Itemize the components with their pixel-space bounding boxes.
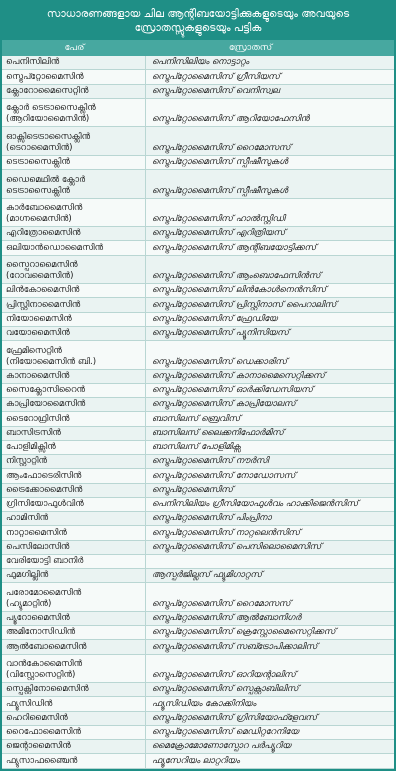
antibiotic-source: സ്ട്രെപ്റ്റോമൈസിസ് മെഡിറ്ററേനിയേ: [152, 727, 299, 738]
antibiotic-name: ലിൻകോമൈസിൻ: [6, 285, 80, 296]
table-row: [2, 541, 394, 555]
antibiotic-source: സ്ട്രെപ്റ്റോമൈസിസ് ലിൻകോൾനെൻസിസ്: [152, 285, 327, 296]
antibiotic-source: സ്ട്രെപ്റ്റോമൈസിസ് എറിത്രിയസ്: [152, 228, 286, 239]
table-row: [2, 455, 394, 469]
column-header-source: സ്രോതസ്: [228, 43, 273, 53]
antibiotic-source: സ്ട്രെപ്റ്റോമൈസിസ് ഓർക്കിഡേസിയസ്: [152, 385, 313, 396]
antibiotic-name: ഹാമിസിൻ: [6, 513, 49, 524]
table-row: [2, 227, 394, 241]
table-row: [2, 170, 394, 199]
antibiotic-name: പെനിസിലിൻ: [6, 57, 60, 68]
antibiotic-source: സ്ട്രെപ്റ്റോമൈസിസ് സ്പീഷീസുകൾ: [152, 157, 288, 168]
antibiotic-name: വയോമൈസിൻ: [6, 328, 70, 339]
antibiotic-name: എറിത്രോമൈസിൻ: [6, 228, 81, 239]
antibiotic-source: സ്ട്രെപ്റ്റോമൈസിസ് നോഡോസസ്: [152, 470, 296, 481]
table-row: [2, 341, 394, 370]
antibiotic-name: കാർബോമൈസിൻ (മാഗ്നമൈസിൻ): [6, 203, 83, 225]
antibiotic-source: സ്ട്രെപ്റ്റോമൈസിസ് സ്പീഷീസുകൾ: [152, 185, 288, 196]
table-title-line1: സാധാരണങ്ങളായ ചില ആന്റിബയോട്ടിക്കുകളുടെയും അവയുടെ: [46, 8, 350, 20]
antibiotic-name: ഓക്സിടെട്രാസൈക്ലിൻ (ടെറാമൈസിൻ): [6, 131, 91, 153]
antibiotic-source: സ്ട്രെപ്റ്റോമൈസിസ് റൈമോസസ്: [152, 598, 291, 609]
antibiotic-name: ക്ലോർ ടെട്രാസൈക്ലിൻ (ആറിയോമൈസിൻ): [6, 103, 96, 125]
table-row: [2, 655, 394, 684]
table-row: [2, 526, 394, 540]
antibiotic-source: സ്ട്രെപ്റ്റോമൈസിസ് പ്യൂനിസിയസ്: [152, 328, 289, 339]
antibiotic-name: പ്രിസ്റ്റിനാമൈസിൻ: [6, 299, 81, 310]
table-row: [2, 441, 394, 455]
antibiotic-name: നിയോമൈസിൻ: [6, 313, 72, 324]
antibiotic-name: ക്ലോറോമൈസെറ്റിൻ: [6, 85, 89, 96]
antibiotic-source: ഫ്യൂസിഡിയം കോക്കിനിയം: [152, 698, 257, 709]
antibiotic-source: സ്ട്രെപ്റ്റോമൈസിസ് വെനിസ്വല: [152, 85, 280, 96]
table-row: [2, 313, 394, 327]
antibiotic-name: ഗ്രിസിയോഫുൾവിൻ: [6, 499, 84, 510]
antibiotic-source: സ്ട്രെപ്റ്റോമൈസിസ് പ്രിസ്റ്റിനാസ് പൈറാലിസ്: [152, 299, 337, 310]
antibiotic-source: സ്ട്രെപ്റ്റോമൈസിസ് ഫ്രേഡിയേ: [152, 313, 278, 324]
table-row: [2, 726, 394, 740]
antibiotic-name: പോളിമിക്സിൻ: [6, 442, 56, 453]
table-title-line2: സ്രോതസ്സുകളുടെയും പട്ടിക: [134, 22, 262, 34]
table-row: [2, 241, 394, 255]
antibiotic-source: സ്ട്രെപ്റ്റോമൈസിസ് ഓറിയന്റാലിസ്: [152, 670, 296, 681]
table-row: [2, 256, 394, 285]
column-divider: [145, 56, 146, 769]
antibiotic-source: ബാസിലസ് ബ്രെവിസ്: [152, 413, 241, 424]
table-row: [2, 683, 394, 697]
antibiotic-name: ഡൈമെഥിൽ ക്ലോർ ടെട്രാസൈക്ലിൻ: [6, 174, 86, 196]
antibiotic-name: പ്യൂറോമൈസിൻ: [6, 613, 70, 624]
table-row: [2, 498, 394, 512]
table-row: [2, 99, 394, 128]
antibiotic-source: സ്ട്രെപ്റ്റോമൈസിസ് ആൽബോനിഗർ: [152, 613, 301, 624]
table-row: [2, 370, 394, 384]
antibiotic-name: ഫ്യൂസിഡിൻ: [6, 698, 53, 709]
antibiotic-name: ബാസിട്രസിൻ: [6, 427, 61, 438]
table-title: [2, 2, 394, 40]
table-row: [2, 484, 394, 498]
antibiotic-source: ഫ്യൂസേറിയം ലാറ്ററിയം: [152, 755, 240, 766]
antibiotic-name: ടൈറോഥ്രിസിൻ: [6, 413, 70, 424]
antibiotic-name: സ്പെക്റ്റിനോമൈസിൻ: [6, 684, 89, 695]
table-row: [2, 199, 394, 228]
table-row: [2, 156, 394, 170]
antibiotic-source: സ്ട്രെപ്റ്റോമൈസിസ് കാനാമൈസെറ്റിക്കസ്: [152, 370, 325, 381]
table-row: [2, 412, 394, 426]
table-row: [2, 697, 394, 711]
table-row: [2, 56, 394, 70]
antibiotic-source: സ്ട്രെപ്റ്റോമൈസിസ് ആംബൊഫേസിൻസ്: [152, 271, 321, 282]
antibiotic-name: പരോമോമൈസിൻ (ഹ്യുമാറ്റിൻ): [6, 587, 82, 609]
antibiotic-source: സ്ട്രെപ്റ്റോമൈസിസ് പെസിലൊമൈസിസ്: [152, 541, 322, 552]
table-row: [2, 384, 394, 398]
antibiotic-name: ഒലിയാൻഡൊമൈസിൻ: [6, 242, 104, 253]
antibiotic-source: ബാസിലസ് പോളിമിക്സ: [152, 442, 241, 453]
antibiotic-name: ട്രൈക്കോമൈസിൻ: [6, 484, 83, 495]
table-row: [2, 284, 394, 298]
antibiotic-name: വാൻകോമൈസിൻ (വിസ്റ്റോസെറ്റിൻ): [6, 659, 83, 681]
antibiotic-source: സ്ട്രെപ്റ്റോമൈസിസ് ഡെക്കാരിസ്: [152, 356, 287, 367]
table-row: [2, 569, 394, 583]
table-row: [2, 555, 394, 569]
antibiotic-source: സ്ട്രെപ്റ്റോമൈസിസ് ആറിയോഫേസിൻ: [152, 114, 310, 125]
antibiotic-source: സ്ട്രെപ്റ്റോമൈസിസ് നാറ്റലെൻസിസ്: [152, 527, 301, 538]
table-row: [2, 640, 394, 654]
antibiotic-source: സ്ട്രെപ്റ്റോമൈസിസ് ഗ്രിസിയോഫ്ളേവസ്: [152, 712, 318, 723]
table-row: [2, 298, 394, 312]
antibiotic-source: സ്ട്രെപ്റ്റോമൈസിസ് ഗ്രീസിയസ്: [152, 71, 280, 82]
antibiotic-source: [144, 567, 394, 568]
table-row: [2, 427, 394, 441]
antibiotic-name: ജെന്റാമൈസിൻ: [6, 741, 71, 752]
antibiotic-name: പെസിലോസിൻ: [6, 541, 70, 552]
antibiotic-name: അമിനോസിഡിൻ: [6, 627, 76, 638]
antibiotic-name: ആൽബോമൈസിൻ: [6, 641, 87, 652]
antibiotic-source: സ്ട്രെപ്റ്റോമൈസിസ് കാപ്രിയോലസ്: [152, 399, 296, 410]
antibiotic-source: മൈക്രോമോണോസ്പോറ പർപ്യൂറിയ: [152, 741, 291, 752]
antibiotic-name: നാറ്റാമൈസിൻ: [6, 527, 67, 538]
table-row: [2, 712, 394, 726]
antibiotic-source: സ്ട്രെപ്റ്റോമൈസിസ് ക്രെസ്റ്റോമൈസെറ്റിക്കസ്: [152, 627, 336, 638]
table-row: [2, 512, 394, 526]
antibiotic-source: സ്ട്രെപ്റ്റോമൈസിസ് ആന്റിബയോട്ടിക്കസ്: [152, 242, 317, 253]
antibiotic-name: ഹെറിമൈസിൻ: [6, 712, 68, 723]
antibiotic-source: സ്ട്രെപ്റ്റോമൈസിസ് സബ്ട്രോപിക്കാലിസ്: [152, 641, 318, 652]
antibiotic-name: ടെട്രാസൈക്ലിൻ: [6, 157, 70, 168]
antibiotic-source: സ്ട്രെപ്റ്റോമൈസിസ്: [152, 484, 233, 495]
antibiotic-name: ആംഫോടെരിസിൻ: [6, 470, 82, 481]
antibiotic-name: ഫുമഗില്ലിൻ: [6, 570, 49, 581]
antibiotic-source: സ്ട്രെപ്റ്റോമൈസിസ് റൈമോസസ്: [152, 142, 291, 153]
antibiotic-name: സ്പൈറാമൈസിൻ (റോവമൈസിൻ): [6, 260, 78, 282]
table-row: [2, 754, 394, 768]
table-body: [2, 56, 394, 769]
column-header-name: പേര്: [64, 43, 85, 53]
table-row: [2, 127, 394, 156]
antibiotic-source: സ്ട്രെപ്റ്റോമൈസിസ് സ്പെക്റ്റാബിലിസ്: [152, 684, 299, 695]
table-row: [2, 626, 394, 640]
column-headers: [2, 40, 394, 56]
antibiotic-source: ബാസിലസ് ലൈക്കനിഫോർമിസ്: [152, 427, 284, 438]
table-row: [2, 70, 394, 84]
table-row: [2, 85, 394, 99]
antibiotic-name: കാപ്രിയോമൈസിൻ: [6, 399, 86, 410]
antibiotic-source: സ്ട്രെപ്റ്റോമൈസിസ് പിംപ്രിനാ: [152, 513, 272, 524]
antibiotic-source: സ്ട്രെപ്റ്റോമൈസിസ് നൗർസി: [152, 456, 269, 467]
table-row: [2, 469, 394, 483]
table-row: [2, 583, 394, 612]
antibiotic-source: ആസ്പർജില്ലസ് ഫ്യുമിഗാറ്റസ്: [152, 570, 263, 581]
antibiotic-source: പെനിസിലിയം നൊട്ടാറ്റം: [152, 57, 250, 68]
antibiotic-name: ഫ്യുസാഫഞ്ചൈൻ: [6, 755, 78, 766]
table-row: [2, 398, 394, 412]
table-row: [2, 612, 394, 626]
antibiotic-source: സ്ട്രെപ്റ്റോമൈസിസ് ഹാൽസ്റ്റിഡി: [152, 214, 285, 225]
antibiotic-name: വേരിയോട്ടി ബാനിർ: [6, 556, 84, 567]
antibiotic-name: കാനാമൈസിൻ: [6, 370, 70, 381]
table-row: [2, 740, 394, 754]
antibiotic-name: നിസ്റ്റാറ്റിൻ: [6, 456, 47, 467]
antibiotic-name: സൈക്ലോസിറൈൻ: [6, 385, 86, 396]
antibiotic-name: ഫ്രേമിസെറ്റിൻ (നിയോമൈസിൻ ബി.): [6, 345, 97, 367]
antibiotic-name: റൈഫോമൈസിൻ: [6, 727, 82, 738]
antibiotic-name: സ്ട്രെപ്റ്റോമൈസിൻ: [6, 71, 84, 82]
antibiotic-source: പെനിസിലിയം ഗ്രീസിയോഫുൾവം ഹാക്കിജെൻസിസ്: [152, 499, 359, 510]
table-row: [2, 327, 394, 341]
